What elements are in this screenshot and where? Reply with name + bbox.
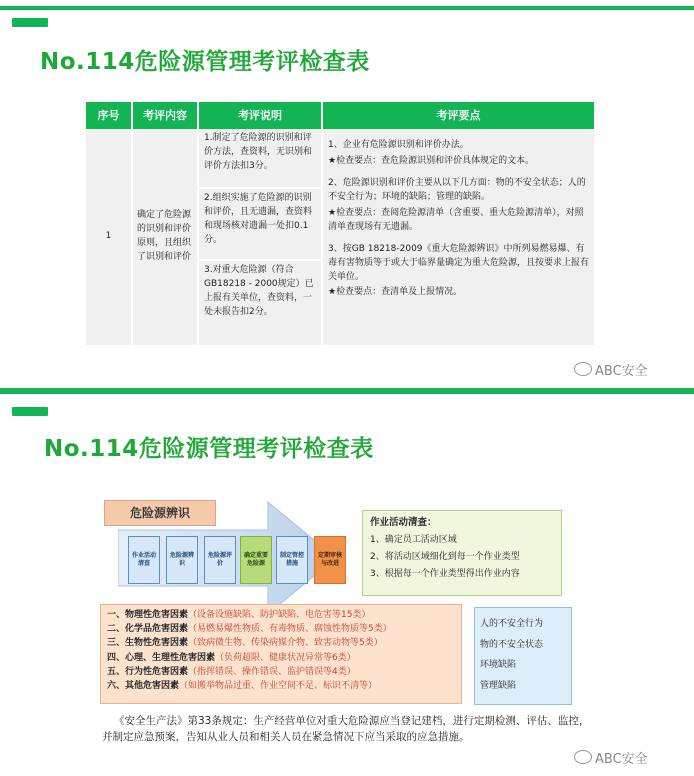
- section-tag: [12, 407, 48, 416]
- diagram-title: 危险源辨识: [104, 500, 216, 526]
- unsafe-item: 物的不安全状态: [480, 639, 544, 650]
- activity-item: 1、确定员工活动区域: [370, 535, 457, 546]
- wechat-icon: [574, 362, 592, 376]
- watermark-text: ABC安全: [595, 364, 648, 379]
- point-text: 1、企业有危险源识别和评价办法。: [328, 140, 469, 150]
- activity-box: [362, 510, 562, 596]
- header-points: 考评要点: [322, 102, 594, 129]
- point-text: 2、危险源识别和评价主要从以下几方面：物的不安全状态；人的不安全行为；环境的缺陷；管理的缺陷。: [328, 177, 586, 202]
- point-group-2: [323, 174, 594, 240]
- activity-item: 2、将活动区域细化到每一个作业类型: [370, 552, 520, 563]
- watermark: [574, 748, 648, 767]
- watermark-text: ABC安全: [595, 752, 648, 767]
- cell-content: 确定了危险源的识别和评价原则，且组织了识别和评价: [132, 129, 198, 345]
- point-group-3: [323, 240, 594, 306]
- section-tag: [12, 18, 48, 27]
- unsafe-item: 人的不安全行为: [480, 619, 544, 629]
- unsafe-item: 环境缺陷: [480, 660, 517, 671]
- step-major-hazard: 确定重要危险源: [240, 536, 272, 584]
- header-description: 考评说明: [198, 102, 322, 129]
- factor-item: 五、行为性危害因素（指挥错误、操作错误、监护错误等4类）: [107, 666, 356, 677]
- point-check: ★检查要点：查危险源识别和评价具体规定的文本。: [328, 155, 535, 166]
- table-header-row: [86, 102, 594, 129]
- activity-heading: 作业活动清查：: [370, 517, 437, 528]
- description-1: 1.制定了危险源的识别和评价方法，查资料，无识别和评价方法扣3分。: [204, 133, 313, 171]
- evaluation-table: [86, 102, 594, 345]
- header-seq: 序号: [86, 102, 132, 129]
- factor-item: 一、物理性危害因素（设备设施缺陷、防护缺陷、电危害等15类）: [107, 610, 371, 620]
- top-bar: [0, 6, 694, 10]
- page-title: No.114危险源管理考评检查表: [44, 436, 374, 462]
- factor-item: 二、化学品危害因素（易燃易爆性物质、有毒物质、腐蚀性物质等5类）: [107, 624, 392, 635]
- law-paragraph: 《安全生产法》第33条规定：生产经营单位对重大危险源应当登记建档，进行定期检测、评估、监控，并制定应急预案，告知从业人员和相关人员在紧急情况下应当采取的应急措施。: [102, 715, 590, 743]
- page-title: No.114危险源管理考评检查表: [40, 49, 370, 75]
- hazard-factors-box: [100, 604, 462, 704]
- point-check: ★检查要点：查清单及上报情况。: [328, 287, 463, 298]
- step-hazard-identify: 危险源辨识: [166, 536, 198, 584]
- step-control-measures: 制定管控措施: [276, 536, 308, 584]
- point-group-1: [323, 129, 594, 174]
- cell-seq: 1: [86, 129, 132, 345]
- factor-item: 六、其他危害因素（如搬举物品过重、作业空间不足、标识不清等）: [107, 681, 378, 692]
- description-3: 3.对重大危险源（符合GB18218 - 2000规定）已上报有关单位，查资料，一处未报告扣2分。: [199, 259, 321, 323]
- unsafe-item: 管理缺陷: [480, 681, 517, 692]
- step-periodic-review: 定期审核与改进: [314, 536, 346, 584]
- point-text: 3、按GB 18218-2009《重大危险源辨识》中所列易燃易爆、有毒有害物质等于或大于临界量确定为重大危险源，且按要求上报有关单位。: [328, 243, 590, 282]
- step-activity-check: 作业活动清查: [128, 536, 160, 584]
- cell-descriptions: [198, 129, 322, 345]
- watermark: [574, 360, 648, 379]
- description-2: 2.组织实施了危险源的识别和评价，且无遗漏，查资料和现场核对遗漏一处扣0.1分。: [199, 187, 321, 259]
- point-check: ★检查要点：查阅危险源清单（含重要、重大危险源清单），对照清单查现场有无遗漏。: [328, 207, 584, 232]
- step-hazard-evaluate: 危险源评价: [204, 536, 236, 584]
- unsafe-categories-box: [474, 607, 572, 705]
- factor-item: 三、生物性危害因素（致病微生物、传染病媒介物、致害动物等5类）: [107, 638, 383, 649]
- table-row: [86, 129, 594, 345]
- wechat-icon: [574, 750, 592, 764]
- factor-item: 四、心理、生理性危害因素（负荷超限、健康状况异常等6类）: [107, 652, 356, 663]
- slide-divider: [0, 388, 694, 394]
- activity-item: 3、根据每一个作业类型得出作业内容: [370, 569, 520, 580]
- cell-points: [322, 129, 594, 345]
- header-content: 考评内容: [132, 102, 198, 129]
